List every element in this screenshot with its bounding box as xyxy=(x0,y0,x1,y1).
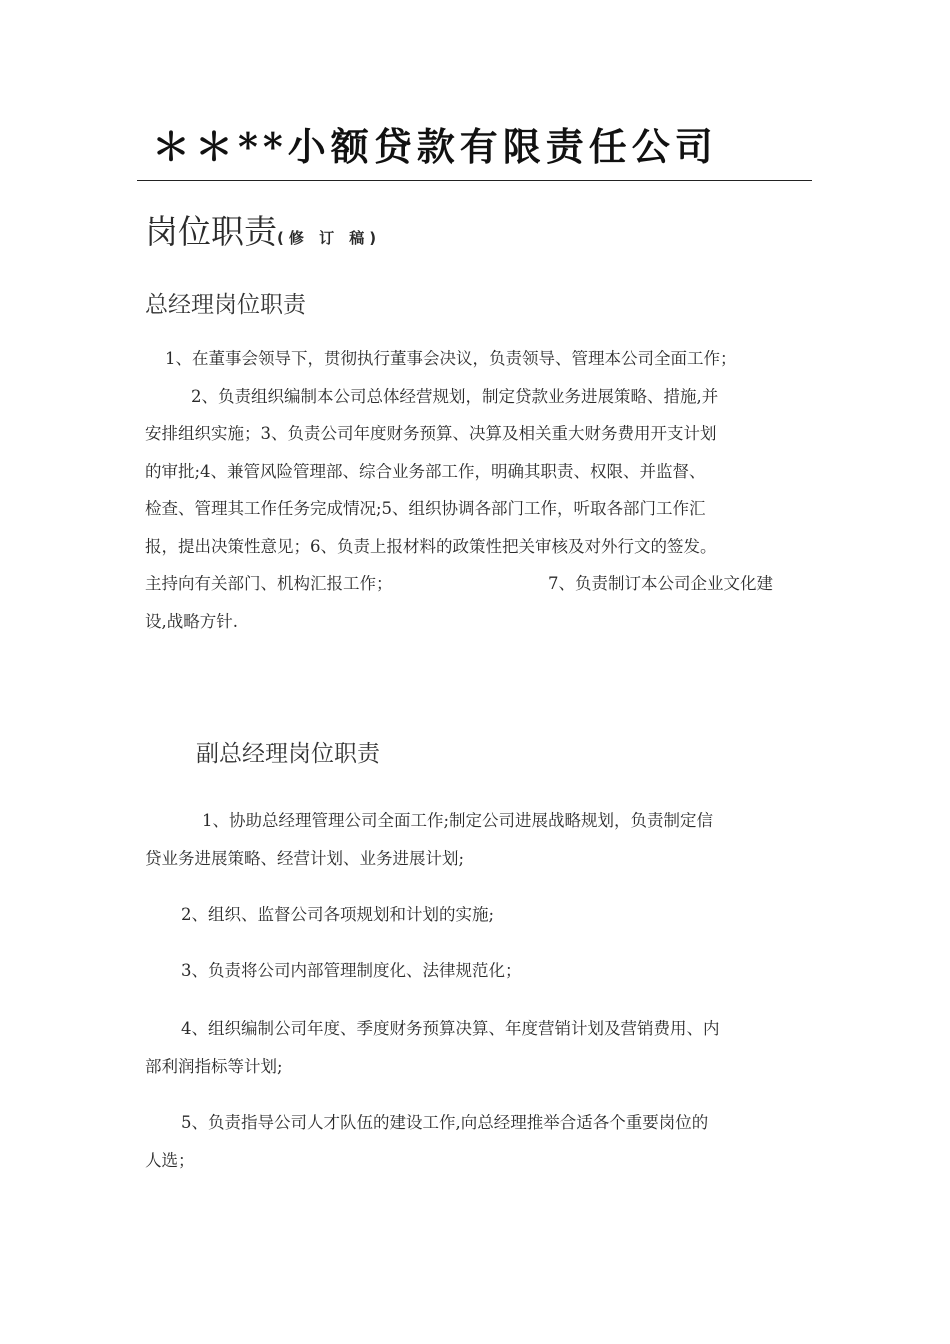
paragraph-item-4 xyxy=(145,1010,813,1085)
paragraph-item-3 xyxy=(145,952,813,990)
text-line: 5、负责指导公司人才队伍的建设工作,向总经理推举合适各个重要岗位的 xyxy=(181,1113,709,1132)
text-line: 1、在董事会领导下，贯彻执行董事会决议，负责领导、管理本公司全面工作； xyxy=(165,349,737,368)
text-line: 安排组织实施；3、负责公司年度财务预算、决算及相关重大财务费用开支计划 xyxy=(145,424,717,443)
document-title-main: 岗位职责 xyxy=(145,212,277,251)
text-line: 人选； xyxy=(145,1150,195,1170)
text-line: 贷业务进展策略、经营计划、业务进展计划; xyxy=(145,848,465,868)
text-line: 的审批;4、兼管风险管理部、综合业务部工作，明确其职责、权限、并监督、 xyxy=(145,461,706,481)
paragraph-item-1 xyxy=(145,802,813,877)
text-line: 部利润指标等计划; xyxy=(145,1056,283,1076)
text-line: 2、组织、监督公司各项规划和计划的实施; xyxy=(181,905,495,924)
paragraph-item-2 xyxy=(145,896,813,934)
text-line: 4、组织编制公司年度、季度财务预算决算、年度营销计划及营销费用、内 xyxy=(181,1019,720,1038)
text-line: 1、协助总经理管理公司全面工作;制定公司进展战略规划，负责制定信 xyxy=(202,811,714,830)
text-line xyxy=(145,565,813,603)
paragraph-item-5 xyxy=(145,1104,813,1179)
text-fragment: 主持向有关部门、机构汇报工作； xyxy=(145,574,393,593)
section-heading-gm: 总经理岗位职责 xyxy=(145,292,306,318)
section-heading-deputy-gm: 副总经理岗位职责 xyxy=(196,741,380,767)
text-line: 3、负责将公司内部管理制度化、法律规范化； xyxy=(181,961,522,980)
section-body-gm xyxy=(145,340,813,640)
text-line: 报，提出决策性意见；6、负责上报材料的政策性把关审核及对外行文的签发。 xyxy=(145,536,717,556)
text-line: 设,战略方针. xyxy=(145,611,238,631)
text-line: 检查、管理其工作任务完成情况;5、组织协调各部门工作，听取各部门工作汇 xyxy=(145,499,706,518)
document-title-note: (修 订 稿) xyxy=(277,229,382,247)
header-divider xyxy=(137,180,812,181)
text-fragment: 7、负责制订本公司企业文化建 xyxy=(548,574,773,593)
company-name: ＊＊**小额贷款有限责任公司 xyxy=(152,124,718,169)
document-title xyxy=(145,206,381,253)
text-line: 2、负责组织编制本公司总体经营规划，制定贷款业务进展策略、措施,并 xyxy=(191,386,719,406)
